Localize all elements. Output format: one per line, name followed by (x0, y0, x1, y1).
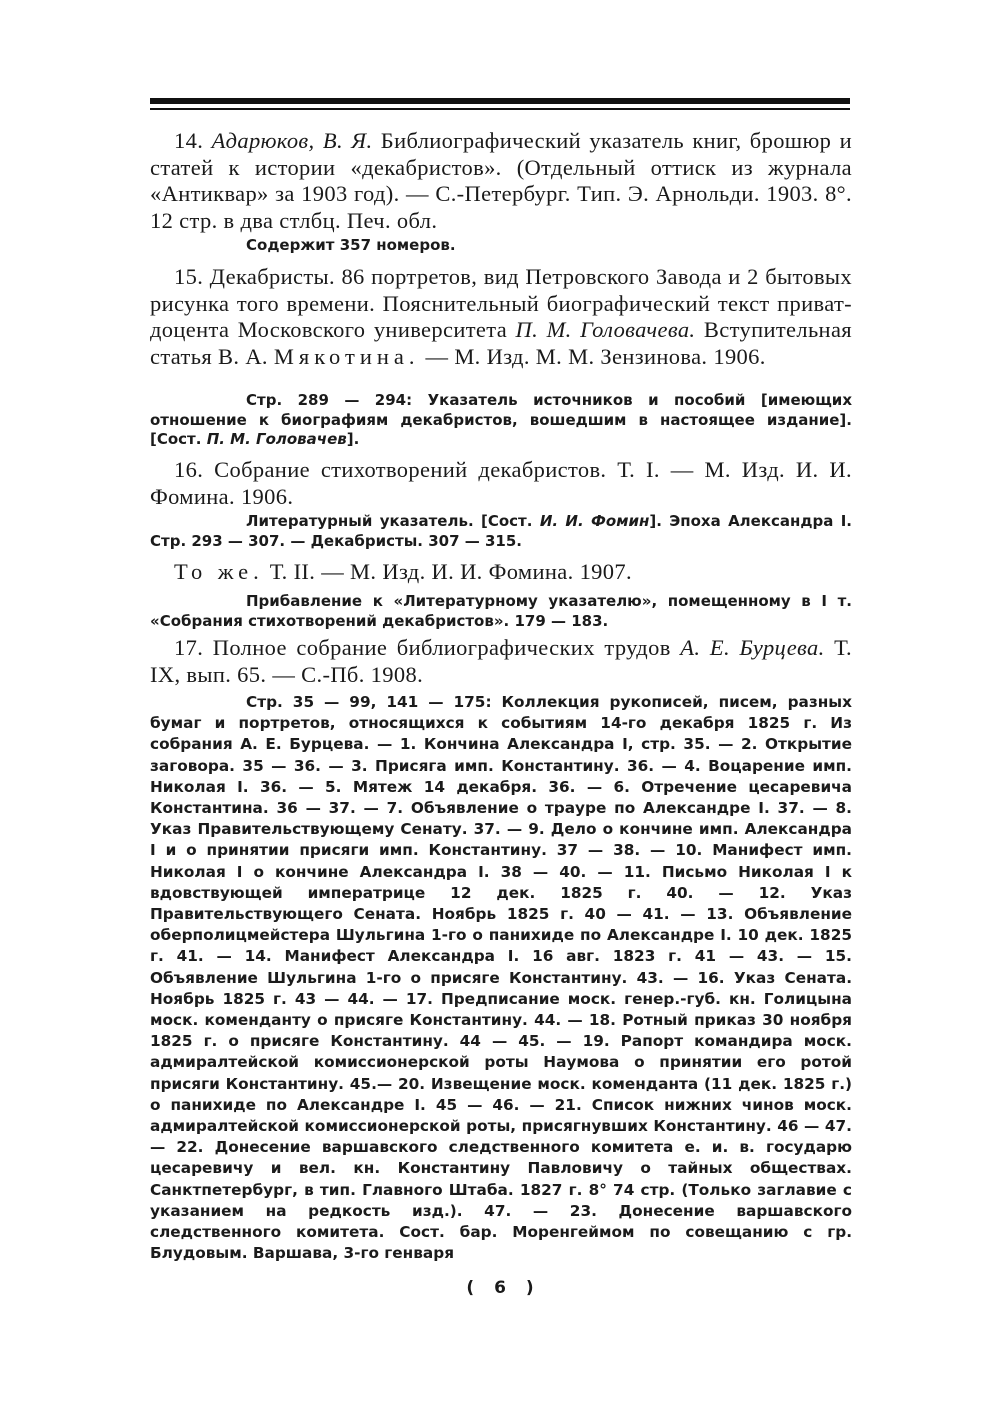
entry-16-same-text: Т. II. — М. Изд. И. И. Фомина. 1907. (269, 559, 632, 584)
entry-14 (150, 128, 852, 234)
entry-17-text-b: Т. IX, вып. 65. — С.-Пб. 1908. (150, 635, 852, 687)
entry-17-number: 17. (174, 635, 204, 660)
entry-17-author: А. Е. Бурцева. (680, 635, 825, 660)
entry-15-text-c: — М. Изд. М. М. Зензинова. 1906. (425, 343, 766, 369)
entry-14-note-text: Содержит 357 номеров. (246, 236, 456, 254)
entry-15-author-a: П. М. Головачева. (515, 317, 696, 342)
entry-16-same-note (150, 592, 852, 631)
entry-16-note-a: Литературный указатель. [Сост. (246, 512, 533, 530)
entry-14-number: 14. (174, 128, 204, 153)
entry-17-note-text: Стр. 35 — 99, 141 — 175: Коллекция рукописей, писем, разных бумаг и портретов, относящихся к событиям 14-го декабря 1825 г. Из собрания А. Е. Бурцева. — 1. Кончина Александра I, стр. 35. — 2. Открытие заговора. 35 — 36. — 3. Присяга имп. Константину. 36. — 4. Воцарение имп. Николая I. 36. — 5. Мятеж 14 декабря. 36. — 6. Отречение цесаревича Константина. 36 — 37. — 7. Объявление о трауре по Александре I. 37. — 8. Указ Правительствующему Сенату. 37. — 9. Дело о кончине имп. Александра I и о принятии присяги имп. Константину. 37 — 38. — 10. Манифест имп. Николая I о кончине Александра I. 38 — 40. — 11. Письмо Николая I к вдовствующей императрице 12 дек. 1825 г. 40. — 12. Указ Правительствующего Сената. Ноябрь 1825 г. 40 — 41. — 13. Объявление оберполицмейстера Шульгина 1-го о панихиде по Александре I. 10 дек. 1825 г. 41. — 14. Манифест Александра I. 16 авг. 1823 г. 41 — 43. — 15. Объявление Шульгина 1-го о присяге Константину. 43. — 16. Указ Сената. Ноябрь 1825 г. 43 — 44. — 17. Предписание моск. генер.-губ. кн. Голицына моск. коменданту о присяге Константину. 44. — 18. Ротный приказ 30 ноября 1825 г. о присяге Константину. 44 — 45. — 19. Рапорт командира моск. адмиралтейской комиссионерской роты Наумова о принятии его ротой присяги Константину. 45.— 20. Извещение моск. коменданта (11 дек. 1825 г.) о панихиде по Александре I. 45 — 46. — 21. Список нижних чинов моск. адмиралтейской комиссионерской роты, присягнувших Константину. 46 — 47. — 22. Донесение варшавского следственного комитета е. и. в. государю цесаревичу и вел. кн. Константину Павловичу о тайных обществах. Санктпетербург, в тип. Главного Штаба. 1827 г. 8° 74 стр. (Только заглавие с указанием на редкость изд.). 47. — 23. Донесение варшавского следственного комитета. Сост. бар. Моренгеймом по совещанию с гр. Блудовым. Варшава, 3-го генваря (150, 693, 852, 1263)
entry-15-author-b: Мякотина. (273, 343, 420, 369)
entry-15-note-a: Стр. 289 — 294: Указатель источников и пособий [имеющих отношение к биографиям декабристов, вошедшим в настоящее издание]. [Сост. (150, 391, 852, 449)
header-rule-thick (150, 98, 850, 104)
entry-17 (150, 635, 852, 688)
entry-16-note-b: ]. Эпоха Александра I. Стр. 293 — 307. — Декабристы. 307 — 315. (150, 512, 852, 550)
entry-14-author: Адарюков, В. Я. (211, 128, 373, 153)
header-rule-thin (150, 108, 850, 110)
entry-15-note-author: П. М. Головачев (206, 430, 347, 449)
entry-17-text: Полное собрание библиографических трудов (212, 635, 671, 660)
entry-14-text: Библиографический указатель книг, брошюр и статей к истории «декабристов». (Отдельный оттиск из журнала «Антиквар» за 1903 год). — С.-Петербург. Тип. Э. Арнольди. 1903. 8°. 12 стр. в два стлбц. Печ. обл. (150, 128, 852, 233)
entry-16-number: 16. (174, 457, 204, 482)
entry-16-same (150, 559, 852, 586)
entry-14-note (150, 236, 852, 256)
page-number: ( 6 ) (466, 1278, 534, 1298)
entry-16-same-label: То же. (174, 559, 264, 584)
entry-16-same-note-text: Прибавление к «Литературному указателю», помещенному в I т. «Собрания стихотворений декабристов». 179 — 183. (150, 592, 852, 630)
entry-15-number: 15. (174, 264, 204, 289)
entry-16-note-author: И. И. Фомин (539, 512, 650, 530)
entry-15-text-b: Вступительная статья В. А. (150, 317, 852, 369)
entry-16-note (150, 512, 852, 551)
entry-16-text: Собрание стихотворений декабристов. Т. I. — М. Изд. И. И. Фомина. 1906. (150, 457, 852, 509)
entry-16 (150, 457, 852, 510)
entry-17-note (150, 692, 852, 1264)
entry-15-text-a: Декабристы. 86 портретов, вид Петровского Завода и 2 бытовых рисунка того времени. Пояснительный биографический текст приват-доцента Московского университета (150, 264, 852, 342)
entry-15 (150, 264, 852, 370)
entry-15-note-b: ]. (346, 430, 360, 449)
entry-15-note (150, 391, 852, 450)
